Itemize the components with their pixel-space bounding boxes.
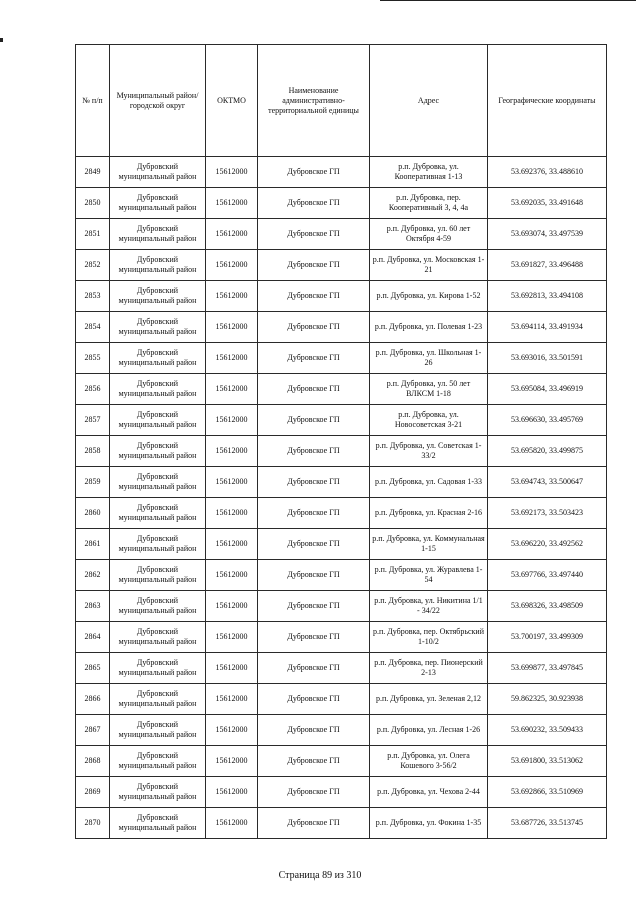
cell-coordinates: 53.692866, 33.510969 [488, 777, 607, 808]
cell-oktmo: 15612000 [206, 281, 258, 312]
cell-district: Дубровский муниципальный район [110, 653, 206, 684]
col-header-oktmo: ОКТМО [206, 45, 258, 157]
cell-unit: Дубровское ГП [258, 188, 370, 219]
col-header-district: Муниципальный район/городской округ [110, 45, 206, 157]
cell-oktmo: 15612000 [206, 777, 258, 808]
cell-coordinates: 53.698326, 33.498509 [488, 591, 607, 622]
cell-district: Дубровский муниципальный район [110, 560, 206, 591]
cell-district: Дубровский муниципальный район [110, 436, 206, 467]
cell-oktmo: 15612000 [206, 467, 258, 498]
cell-oktmo: 15612000 [206, 653, 258, 684]
table-row [76, 219, 607, 250]
cell-address: р.п. Дубровка, ул. Новосоветская 3-21 [370, 405, 488, 436]
cell-number: 2868 [76, 746, 110, 777]
cell-address: р.п. Дубровка, пер. Октябрьский 1-10/2 [370, 622, 488, 653]
cell-oktmo: 15612000 [206, 715, 258, 746]
cell-number: 2870 [76, 808, 110, 839]
cell-address: р.п. Дубровка, ул. Чехова 2-44 [370, 777, 488, 808]
cell-unit: Дубровское ГП [258, 157, 370, 188]
cell-district: Дубровский муниципальный район [110, 219, 206, 250]
cell-address: р.п. Дубровка, ул. Советская 1-33/2 [370, 436, 488, 467]
cell-address: р.п. Дубровка, пер. Кооперативный 3, 4, 4а [370, 188, 488, 219]
cell-coordinates: 53.692376, 33.488610 [488, 157, 607, 188]
cell-number: 2860 [76, 498, 110, 529]
cell-oktmo: 15612000 [206, 684, 258, 715]
cell-number: 2855 [76, 343, 110, 374]
cell-address: р.п. Дубровка, ул. Лесная 1-26 [370, 715, 488, 746]
scan-top-rule [380, 0, 636, 1]
cell-coordinates: 53.699877, 33.497845 [488, 653, 607, 684]
cell-district: Дубровский муниципальный район [110, 281, 206, 312]
table-row [76, 591, 607, 622]
page-number: Страница 89 из 310 [278, 870, 362, 881]
cell-oktmo: 15612000 [206, 343, 258, 374]
cell-number: 2851 [76, 219, 110, 250]
cell-district: Дубровский муниципальный район [110, 777, 206, 808]
cell-district: Дубровский муниципальный район [110, 312, 206, 343]
cell-oktmo: 15612000 [206, 250, 258, 281]
cell-coordinates: 53.692173, 33.503423 [488, 498, 607, 529]
cell-coordinates: 53.693074, 33.497539 [488, 219, 607, 250]
cell-coordinates: 53.693016, 33.501591 [488, 343, 607, 374]
table-row [76, 436, 607, 467]
cell-unit: Дубровское ГП [258, 343, 370, 374]
table-row [76, 157, 607, 188]
cell-oktmo: 15612000 [206, 529, 258, 560]
table-row [76, 343, 607, 374]
cell-coordinates: 53.690232, 33.509433 [488, 715, 607, 746]
table-row [76, 405, 607, 436]
table-row [76, 374, 607, 405]
cell-oktmo: 15612000 [206, 622, 258, 653]
cell-number: 2859 [76, 467, 110, 498]
cell-oktmo: 15612000 [206, 157, 258, 188]
table-row [76, 467, 607, 498]
col-header-number: № п/п [76, 45, 110, 157]
cell-unit: Дубровское ГП [258, 467, 370, 498]
cell-coordinates: 53.697766, 33.497440 [488, 560, 607, 591]
cell-coordinates: 53.691800, 33.513062 [488, 746, 607, 777]
cell-unit: Дубровское ГП [258, 684, 370, 715]
cell-number: 2849 [76, 157, 110, 188]
cell-district: Дубровский муниципальный район [110, 715, 206, 746]
cell-unit: Дубровское ГП [258, 250, 370, 281]
registry-table [75, 44, 607, 839]
cell-oktmo: 15612000 [206, 498, 258, 529]
cell-district: Дубровский муниципальный район [110, 188, 206, 219]
col-header-coordinates: Географические координаты [488, 45, 607, 157]
cell-unit: Дубровское ГП [258, 591, 370, 622]
cell-number: 2865 [76, 653, 110, 684]
cell-coordinates: 53.695820, 33.499875 [488, 436, 607, 467]
cell-oktmo: 15612000 [206, 405, 258, 436]
cell-unit: Дубровское ГП [258, 653, 370, 684]
cell-number: 2850 [76, 188, 110, 219]
cell-oktmo: 15612000 [206, 374, 258, 405]
cell-address: р.п. Дубровка, пер. Пионерский 2-13 [370, 653, 488, 684]
cell-district: Дубровский муниципальный район [110, 529, 206, 560]
cell-number: 2854 [76, 312, 110, 343]
cell-unit: Дубровское ГП [258, 808, 370, 839]
scan-edge-mark [0, 38, 3, 42]
cell-coordinates: 53.694743, 33.500647 [488, 467, 607, 498]
cell-coordinates: 53.692813, 33.494108 [488, 281, 607, 312]
table-row [76, 777, 607, 808]
cell-address: р.п. Дубровка, ул. 60 лет Октября 4-59 [370, 219, 488, 250]
cell-address: р.п. Дубровка, ул. Олега Кошевого 3-56/2 [370, 746, 488, 777]
cell-oktmo: 15612000 [206, 560, 258, 591]
cell-address: р.п. Дубровка, ул. Кирова 1-52 [370, 281, 488, 312]
col-header-address: Адрес [370, 45, 488, 157]
cell-district: Дубровский муниципальный район [110, 622, 206, 653]
cell-unit: Дубровское ГП [258, 777, 370, 808]
cell-coordinates: 53.692035, 33.491648 [488, 188, 607, 219]
cell-unit: Дубровское ГП [258, 374, 370, 405]
cell-number: 2853 [76, 281, 110, 312]
cell-oktmo: 15612000 [206, 808, 258, 839]
cell-number: 2862 [76, 560, 110, 591]
table-row [76, 622, 607, 653]
cell-oktmo: 15612000 [206, 312, 258, 343]
cell-oktmo: 15612000 [206, 188, 258, 219]
cell-district: Дубровский муниципальный район [110, 374, 206, 405]
cell-unit: Дубровское ГП [258, 715, 370, 746]
cell-address: р.п. Дубровка, ул. Садовая 1-33 [370, 467, 488, 498]
cell-coordinates: 53.687726, 33.513745 [488, 808, 607, 839]
cell-district: Дубровский муниципальный район [110, 746, 206, 777]
cell-number: 2852 [76, 250, 110, 281]
table-row [76, 560, 607, 591]
cell-number: 2866 [76, 684, 110, 715]
cell-district: Дубровский муниципальный район [110, 157, 206, 188]
cell-number: 2864 [76, 622, 110, 653]
cell-address: р.п. Дубровка, ул. Никитина 1/1 - 34/22 [370, 591, 488, 622]
cell-unit: Дубровское ГП [258, 436, 370, 467]
cell-address: р.п. Дубровка, ул. Московская 1-21 [370, 250, 488, 281]
cell-district: Дубровский муниципальный район [110, 684, 206, 715]
table-row [76, 188, 607, 219]
cell-coordinates: 53.691827, 33.496488 [488, 250, 607, 281]
cell-unit: Дубровское ГП [258, 498, 370, 529]
cell-number: 2857 [76, 405, 110, 436]
cell-number: 2869 [76, 777, 110, 808]
cell-number: 2867 [76, 715, 110, 746]
table-row [76, 312, 607, 343]
cell-oktmo: 15612000 [206, 436, 258, 467]
cell-district: Дубровский муниципальный район [110, 591, 206, 622]
table-body [76, 157, 607, 839]
cell-oktmo: 15612000 [206, 219, 258, 250]
cell-number: 2858 [76, 436, 110, 467]
table-row [76, 281, 607, 312]
cell-coordinates: 53.700197, 33.499309 [488, 622, 607, 653]
cell-number: 2856 [76, 374, 110, 405]
cell-unit: Дубровское ГП [258, 746, 370, 777]
col-header-unit: Наименование административно-территориальной единицы [258, 45, 370, 157]
cell-oktmo: 15612000 [206, 746, 258, 777]
cell-address: р.п. Дубровка, ул. Школьная 1-26 [370, 343, 488, 374]
cell-address: р.п. Дубровка, ул. Кооперативная 1-13 [370, 157, 488, 188]
cell-unit: Дубровское ГП [258, 281, 370, 312]
cell-address: р.п. Дубровка, ул. Зеленая 2,12 [370, 684, 488, 715]
cell-address: р.п. Дубровка, ул. Фокина 1-35 [370, 808, 488, 839]
table-header [76, 45, 607, 157]
cell-unit: Дубровское ГП [258, 405, 370, 436]
cell-address: р.п. Дубровка, ул. 50 лет ВЛКСМ 1-18 [370, 374, 488, 405]
cell-unit: Дубровское ГП [258, 560, 370, 591]
cell-coordinates: 53.696220, 33.492562 [488, 529, 607, 560]
table-row [76, 498, 607, 529]
cell-coordinates: 53.695084, 33.496919 [488, 374, 607, 405]
table-row [76, 684, 607, 715]
cell-address: р.п. Дубровка, ул. Журавлева 1-54 [370, 560, 488, 591]
cell-district: Дубровский муниципальный район [110, 498, 206, 529]
table-row [76, 808, 607, 839]
cell-number: 2863 [76, 591, 110, 622]
cell-coordinates: 59.862325, 30.923938 [488, 684, 607, 715]
cell-unit: Дубровское ГП [258, 529, 370, 560]
cell-address: р.п. Дубровка, ул. Полевая 1-23 [370, 312, 488, 343]
cell-unit: Дубровское ГП [258, 622, 370, 653]
table-row [76, 746, 607, 777]
cell-coordinates: 53.694114, 33.491934 [488, 312, 607, 343]
cell-oktmo: 15612000 [206, 591, 258, 622]
table-row [76, 715, 607, 746]
cell-unit: Дубровское ГП [258, 219, 370, 250]
cell-address: р.п. Дубровка, ул. Красная 2-16 [370, 498, 488, 529]
cell-address: р.п. Дубровка, ул. Коммунальная 1-15 [370, 529, 488, 560]
table-row [76, 529, 607, 560]
cell-coordinates: 53.696630, 33.495769 [488, 405, 607, 436]
header-row [76, 45, 607, 157]
cell-district: Дубровский муниципальный район [110, 405, 206, 436]
cell-district: Дубровский муниципальный район [110, 467, 206, 498]
table-row [76, 250, 607, 281]
cell-unit: Дубровское ГП [258, 312, 370, 343]
table-row [76, 653, 607, 684]
cell-district: Дубровский муниципальный район [110, 250, 206, 281]
cell-district: Дубровский муниципальный район [110, 808, 206, 839]
cell-number: 2861 [76, 529, 110, 560]
cell-district: Дубровский муниципальный район [110, 343, 206, 374]
